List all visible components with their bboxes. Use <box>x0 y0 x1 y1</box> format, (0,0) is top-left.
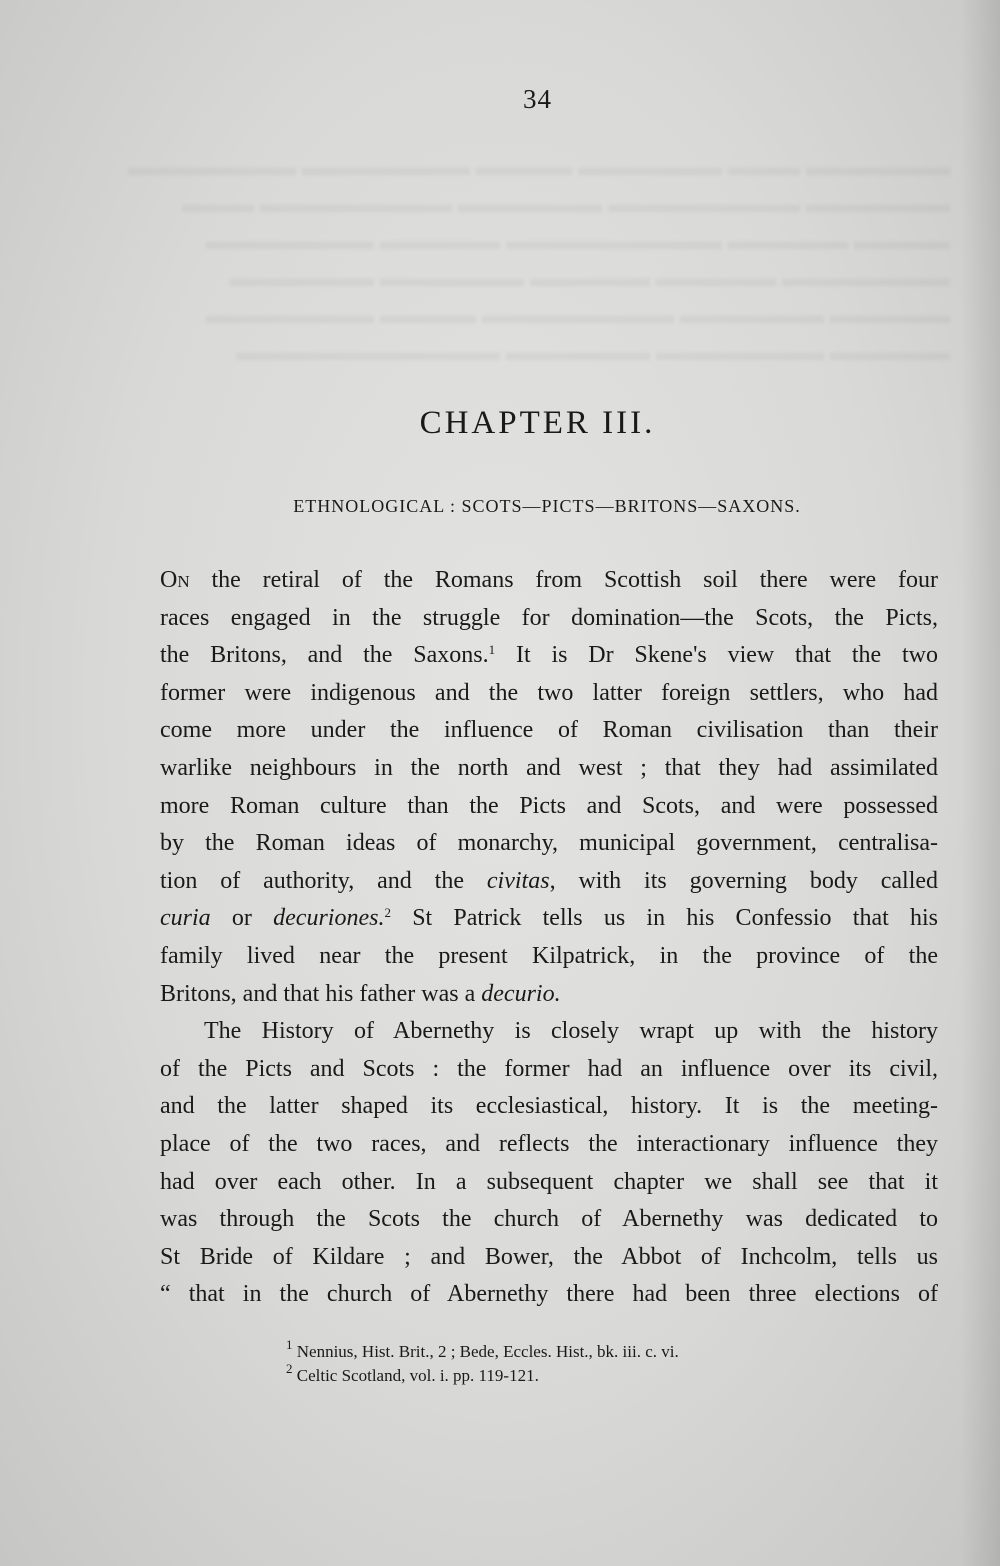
italic-term: curia <box>160 905 211 932</box>
text-line <box>160 900 938 938</box>
text-line: and the latter shaped its ecclesiastical, history. It is the meeting- <box>160 1093 938 1120</box>
text-line: was through the Scots the church of Abernethy was dedicated to <box>160 1206 938 1233</box>
italic-term: civitas <box>486 867 550 894</box>
text-line: St Bride of Kildare ; and Bower, the Abbot of Inchcolm, tells us <box>160 1243 938 1270</box>
page-number: 34 <box>523 84 552 114</box>
italic-term: decurio. <box>481 980 561 1007</box>
text-segment: the Britons, and the Saxons. <box>160 642 489 669</box>
footnote-text: Nennius, Hist. Brit., 2 ; Bede, Eccles. Hist., bk. iii. c. vi. <box>296 1342 679 1361</box>
footnote-2 <box>286 1361 826 1388</box>
chapter-title: CHAPTER III. <box>419 405 656 441</box>
text-line <box>160 562 938 600</box>
text-line: place of the two races, and reflects the interactionary influence they <box>160 1130 938 1157</box>
text-segment: St Patrick tells us in his Confessio that his <box>412 905 939 932</box>
italic-term: decuriones. <box>273 905 385 932</box>
chapter-subtitle: ETHNOLOGICAL : SCOTS—PICTS—BRITONS—SAXONS. <box>293 496 801 516</box>
footnote-ref-1[interactable]: 1 <box>488 642 496 658</box>
footnote-mark: 2 <box>286 1361 293 1376</box>
paragraph-1 <box>160 562 938 1013</box>
show-through-texture: ▬▬▬▬▬▬ ▬▬▬ ▬▬▬▬▬▬ ▬▬▬▬ ▬▬▬▬▬▬▬ ▬▬▬▬▬▬▬ ▬▬▬▬▬▬ ▬▬▬▬▬▬▬▬ ▬▬▬▬▬▬ ▬▬▬▬▬▬▬▬ ▬▬▬ ▬▬▬▬ ▬▬▬▬▬ ▬▬▬▬▬▬▬▬▬ ▬▬▬▬▬ ▬▬▬▬▬▬▬ ▬▬▬▬▬▬▬ ▬▬▬▬▬ ▬▬▬▬▬ ▬▬▬▬▬▬ ▬▬▬▬▬▬ ▬▬▬▬▬ ▬▬▬▬▬▬ ▬▬▬▬▬▬▬▬ ▬▬▬▬ ▬▬▬▬▬▬▬ ▬▬▬▬▬ ▬▬▬▬▬▬▬ ▬▬▬▬▬▬ ▬▬▬▬▬▬▬▬▬▬▬ <box>128 155 950 366</box>
text-segment: or <box>231 905 252 932</box>
opening-word: On <box>160 567 190 593</box>
text-line: former were indigenous and the two latter foreign settlers, who had <box>160 679 938 706</box>
footnote-mark: 1 <box>286 1337 293 1352</box>
footnotes <box>286 1337 826 1388</box>
text-line <box>160 863 938 901</box>
text-segment: tion of authority, and the <box>160 867 464 894</box>
text-line: more Roman culture than the Picts and Scots, and were possessed <box>160 792 938 819</box>
text-segment: Britons, and that his father was a <box>160 980 476 1007</box>
chapter-body <box>160 562 938 1314</box>
footnote-1 <box>286 1337 826 1364</box>
text-segment: It is Dr Skene's view that the two <box>515 642 939 669</box>
text-line: “ that in the church of Abernethy there had been three elections of <box>160 1281 938 1308</box>
text-line: by the Roman ideas of monarchy, municipal government, centralisa- <box>160 830 938 857</box>
footnote-ref-2[interactable]: 2 <box>384 905 391 921</box>
text-line: races engaged in the struggle for domination—the Scots, the Picts, <box>160 604 938 631</box>
text-line <box>160 637 938 675</box>
footnote-text: Celtic Scotland, vol. i. pp. 119-121. <box>296 1366 539 1385</box>
text-segment: the retiral of the Romans from Scottish soil there were four <box>211 567 939 593</box>
text-line: of the Picts and Scots : the former had an influence over its civil, <box>160 1055 938 1082</box>
text-line: The History of Abernethy is closely wrapt up with the history <box>204 1018 938 1045</box>
text-line: come more under the influence of Roman civilisation than their <box>160 717 938 744</box>
paragraph-2 <box>160 1013 938 1314</box>
text-segment: , with its governing body called <box>549 867 939 894</box>
text-line: warlike neighbours in the north and west ; that they had assimilated <box>160 754 938 781</box>
text-line <box>160 976 938 1014</box>
text-line: family lived near the present Kilpatrick, in the province of the <box>160 942 938 969</box>
text-line: had over each other. In a subsequent chapter we shall see that it <box>160 1168 938 1195</box>
